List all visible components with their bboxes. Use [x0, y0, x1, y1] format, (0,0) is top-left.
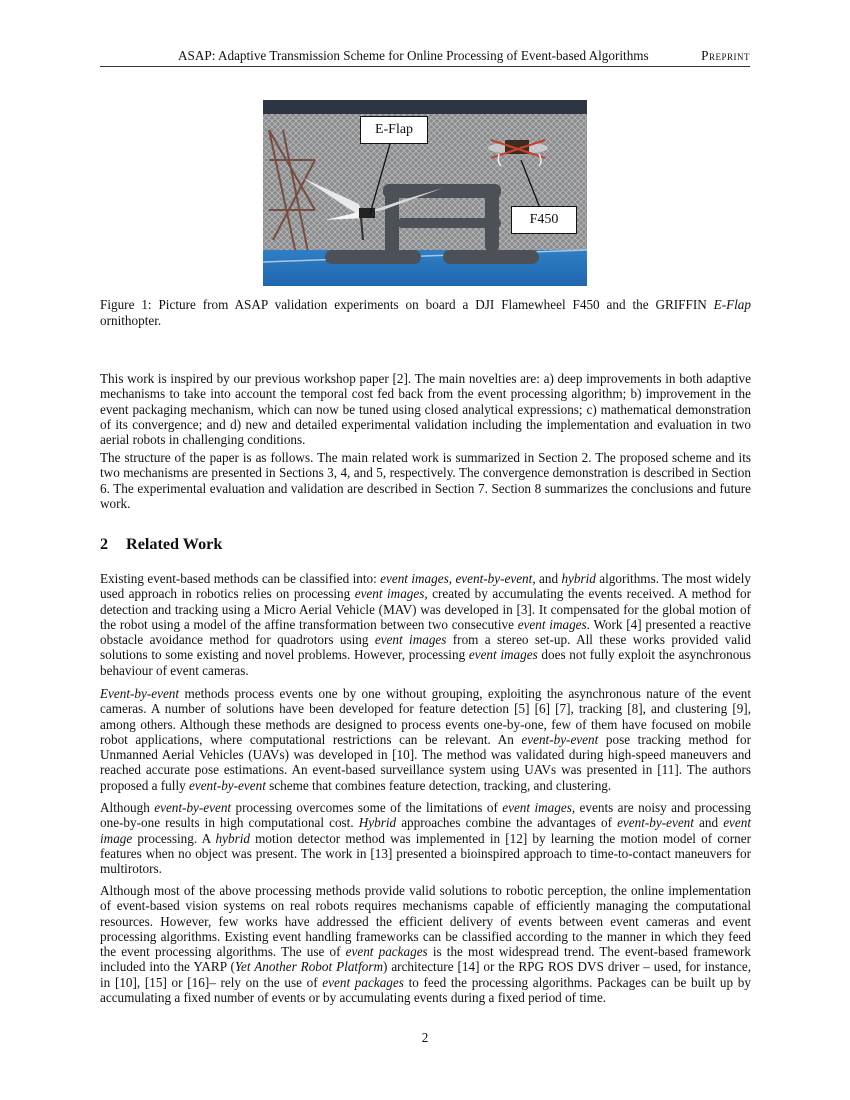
emphasized-term: event images	[517, 616, 587, 632]
section-heading	[100, 535, 222, 554]
emphasized-term: hybrid	[561, 571, 596, 586]
section-title: Related Work	[126, 535, 223, 553]
emphasized-term: event images	[468, 647, 538, 663]
emphasized-term: event-by-event	[455, 571, 533, 586]
emphasized-term: event packages	[345, 944, 428, 960]
emphasized-term: event images	[380, 571, 449, 586]
running-header-title: ASAP: Adaptive Transmission Scheme for Online Processing of Event-based Algorithms	[178, 48, 649, 63]
figure-caption-end: ornithopter.	[100, 313, 162, 329]
emphasized-term: event images	[502, 800, 572, 815]
running-header	[100, 48, 750, 67]
eflap-label: E-Flap	[360, 116, 428, 144]
emphasized-term: Yet Another Robot Platform	[234, 959, 383, 975]
intro-paragraph-structure: The structure of the paper is as follows. The main related work is summarized in Section 2. The proposed scheme and its two mechanisms are presented in Sections 3, 4, and 5, respectively. The convergence demonstration is described in Section 6. The experimental evaluation and validation are described in Section 7. Section 8 summarizes the conclusions and future work.	[100, 450, 751, 511]
emphasized-term: event-by-event	[189, 777, 266, 793]
emphasized-term: event-by-event	[521, 731, 599, 747]
emphasized-term: event-by-event	[617, 815, 694, 831]
figure-caption	[100, 297, 751, 330]
emphasized-term: hybrid	[215, 830, 250, 846]
emphasized-term: event images	[354, 586, 425, 602]
emphasized-term: event image	[100, 815, 752, 846]
related-work-paragraph-2: Event-by-event methods process events one by one without grouping, exploiting the asynchronous nature of the event cameras. A number of solutions have been developed for feature detection [5] [6] [7], tracking [8], and clustering [9], among others. Although these methods are designed to process events one-by-one, few of them have focused on mobile robot applications, where computational restrictions can be relevant. An event-by-event pose tracking method for Unmanned Aerial Vehicles (UAVs) was developed in [10]. The method was validated during high-speed maneuvers and reached accurate pose estimations. An event-based surveillance system using UAVs was presented in [11]. The authors proposed a fully event-by-event scheme that combines feature detection, tracking, and clustering.	[100, 686, 751, 793]
emphasized-term: event-by-event	[154, 800, 232, 815]
figure-photo	[263, 100, 587, 286]
figure-caption-emphasis: E-Flap	[713, 297, 751, 312]
section-number: 2	[100, 535, 109, 553]
f450-label: F450	[511, 206, 577, 234]
intro-paragraph-novelties: This work is inspired by our previous workshop paper [2]. The main novelties are: a) deep improvements in both adaptive mechanisms to take into account the temporal cost fed back from the event processing algorithm; b) improvement in the event packaging mechanism, which can now be tuned using closed analytical expressions; c) mathematical demonstration of its convergence; and d) new and detailed experimental validation including the implementation and evaluation in two aerial robots in challenging conditions.	[100, 371, 751, 448]
figure-caption-prefix: Figure 1:	[100, 297, 152, 312]
emphasized-term: Hybrid	[358, 815, 397, 831]
figure-caption-text: Picture from ASAP validation experiments on board a DJI Flamewheel F450 and the GRIFFIN	[158, 297, 707, 312]
related-work-paragraph-1: Existing event-based methods can be classified into: event images, event-by-event, and hybrid algorithms. The most widely used approach in robotics relies on processing event images, created by accumulating the events received. A method for detection and tracking using a Micro Aerial Vehicle (MAV) was developed in [3]. It compensated for the global motion of the robot using a model of the affine transformation between two consecutive event images. Work [4] presented a reactive obstacle avoidance method for quadrotors using event images from a stereo set-up. All these works provided valid solutions to some existing and novel problems. However, processing event images does not fully exploit the asynchronous behaviour of event cameras.	[100, 571, 752, 678]
related-work-paragraph-3: Although event-by-event processing overcomes some of the limitations of event images, events are noisy and processing one-by-one results in high computational cost. Hybrid approaches combine the advantages of event-by-event and event image processing. A hybrid motion detector method was implemented in [12] by learning the motion model of corner features when no object was present. The work in [13] presented a bioinspired approach to time-to-contact maneuvers for multirotors.	[100, 800, 752, 877]
running-header-tag: Preprint	[701, 48, 750, 63]
emphasized-term: event images	[374, 632, 447, 648]
related-work-paragraph-4: Although most of the above processing methods provide valid solutions to robotic perception, the online implementation of event-based vision systems on real robots requires mechanisms capable of efficiently managing the computational resources. However, few works have addressed the efficient delivery of events between event cameras and event processing algorithms. Existing event handling frameworks can be classified according to the manner in which they feed the event processing algorithms. The use of event packages is the most widespread trend. The event-based framework included into the YARP (Yet Another Robot Platform) architecture [14] or the RPG ROS DVS driver – used, for instance, in [10], [15] or [16]– rely on the use of event packages to feed the processing algorithms. Packages can be built up by accumulating a fixed number of events or by accumulating events during a fixed period of time.	[100, 883, 752, 1006]
page-number: 2	[421, 1030, 429, 1045]
emphasized-term: Event-by-event	[100, 686, 180, 701]
emphasized-term: event packages	[322, 974, 404, 990]
